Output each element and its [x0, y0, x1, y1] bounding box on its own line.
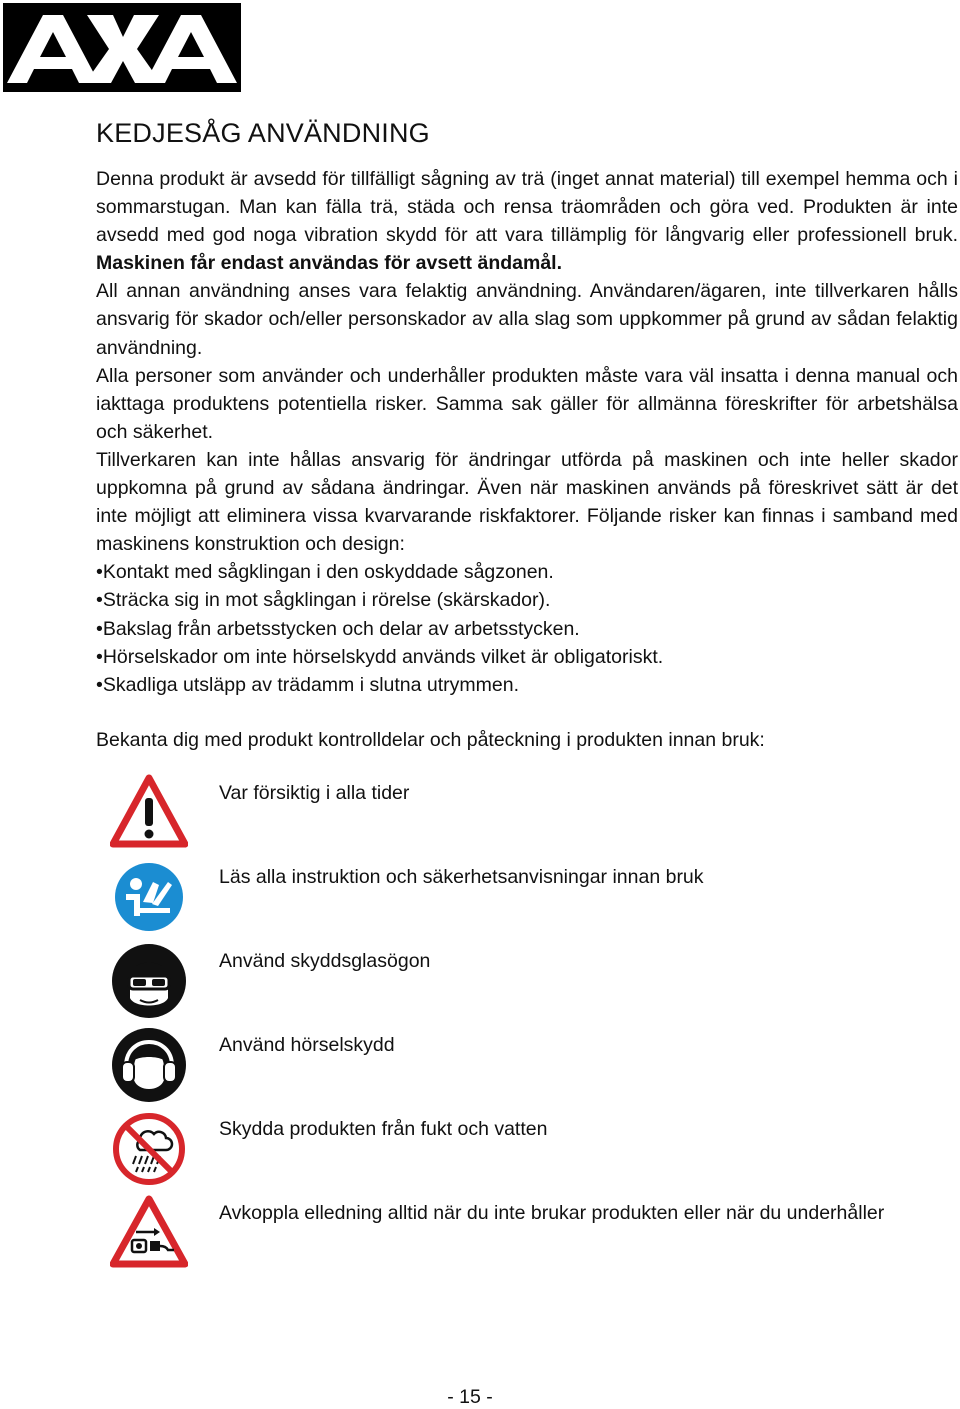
symbol-row — [110, 1110, 960, 1190]
symbol-label: Skydda produkten från fukt och vatten — [219, 1118, 548, 1140]
paragraph-liability: Tillverkaren kan inte hållas ansvarig för ändringar utförda på maskinen och inte heller skador uppkomna på grund av sådana ändringar. Även när maskinen används på föreskrivet sätt är det inte möjligt att eliminera vissa kvarvarande riskfaktorer. Följande risker kan finnas i samband med maskinens konstruktion och design: — [96, 448, 958, 556]
symbol-label: Var försiktig i alla tider — [219, 782, 410, 804]
list-item: •Kontakt med sågklingan i den oskyddade sågzonen. — [96, 561, 554, 584]
symbols-intro: Bekanta dig med produkt kontrolldelar och påteckning i produkten innan bruk: — [96, 729, 765, 751]
list-item: •Bakslag från arbetsstycken och delar av arbetsstycken. — [96, 617, 580, 640]
symbol-row — [110, 774, 960, 854]
symbol-row — [110, 942, 960, 1022]
unplug-warning-icon — [110, 1194, 188, 1272]
body-text — [96, 165, 958, 699]
warning-triangle-icon — [110, 774, 188, 852]
page-number: - 15 - — [447, 1386, 493, 1408]
page-title: KEDJESÅG ANVÄNDNING — [96, 118, 430, 148]
list-item: •Skadliga utsläpp av trädamm i slutna utrymmen. — [96, 673, 520, 696]
risk-list — [96, 558, 958, 698]
safety-goggles-icon — [110, 942, 188, 1020]
paragraph-personnel: Alla personer som använder och underhåller produkten måste vara väl insatta i denna manual och iakttaga produktens potentiella risker. Samma sak gäller för allmänna föreskrifter för arbetshälsa och säkerhet. — [96, 364, 958, 443]
symbol-row — [110, 1026, 960, 1106]
symbol-label: Läs alla instruktion och säkerhetsanvisningar innan bruk — [219, 866, 704, 888]
symbol-row — [110, 858, 960, 938]
bold-statement: Maskinen får endast användas för avsett ändamål. — [96, 252, 563, 275]
paragraph-intended-use — [96, 165, 958, 277]
list-item: •Hörselskador om inte hörselskydd används vilket är obligatoriskt. — [96, 645, 664, 668]
paragraph-text: Denna produkt är avsedd för tillfälligt sågning av trä (inget annat material) till exempel hemma och i sommarstugan. Man kan fälla trä, städa och rensa träområden och göra ved. Produkten är inte avsedd med god noga vibration skydd för att vara tillämplig för långvarig eller professionell bruk. — [96, 168, 958, 247]
ear-protection-icon — [110, 1026, 188, 1104]
axa-logo — [3, 3, 241, 92]
symbol-label: Använd hörselskydd — [219, 1034, 395, 1056]
read-manual-icon — [110, 858, 188, 936]
axa-logo-icon — [3, 3, 241, 92]
list-item: •Sträcka sig in mot sågklingan i rörelse (skärskador). — [96, 589, 551, 612]
no-rain-icon — [110, 1110, 188, 1188]
paragraph-misuse: All annan användning anses vara felaktig användning. Användaren/ägaren, inte tillverkaren hålls ansvarig för skador och/eller personskador av alla slag som uppkommer på grund av sådan felaktig användning. — [96, 280, 958, 359]
symbol-label: Avkoppla elledning alltid när du inte brukar produkten eller när du underhåller — [219, 1202, 885, 1224]
symbol-label: Använd skyddsglasögon — [219, 950, 431, 972]
symbol-row — [110, 1194, 960, 1274]
